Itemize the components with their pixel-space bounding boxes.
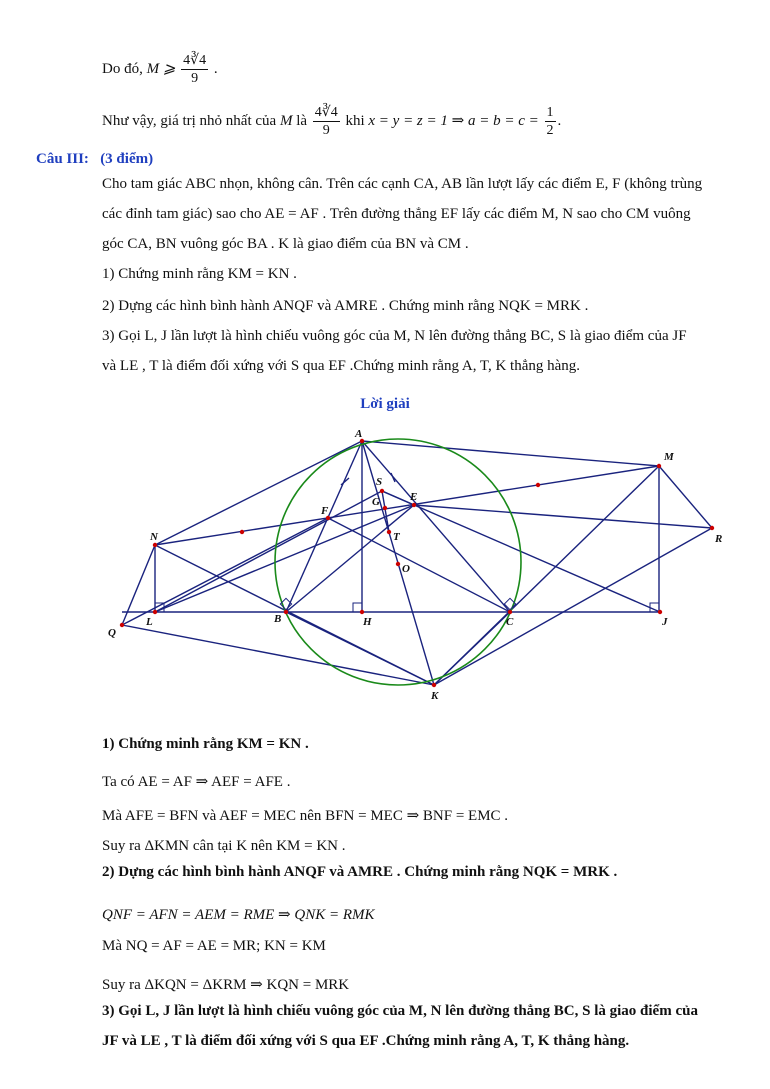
point-L	[153, 610, 157, 614]
label-M: M	[664, 451, 674, 463]
question-part-3a: 3) Gọi L, J lần lượt là hình chiếu vuông góc của M, N lên đường thẳng BC, S là giao điểm của JF	[102, 328, 687, 344]
fraction-denominator: 9	[191, 71, 199, 86]
minimum-var: M	[279, 112, 293, 129]
point-J	[658, 610, 662, 614]
fraction-numerator-b: 4∛4	[314, 105, 338, 120]
solution-part-1-line-3: Suy ra ΔKMN cân tại K nên KM = KN .	[102, 838, 346, 854]
label-H: H	[363, 616, 372, 628]
label-B: B	[274, 613, 282, 625]
point-EM-mid	[536, 483, 540, 487]
label-Q: Q	[108, 627, 116, 639]
segment-BK	[286, 612, 434, 685]
solution-part-3-line-2: JF và LE , T là điểm đối xứng với S qua EF .Chứng minh rằng A, T, K thẳng hàng.	[102, 1033, 630, 1049]
point-O	[396, 562, 400, 566]
fraction-numerator: 4∛4	[183, 53, 207, 68]
minimum-value-line: Như vậy, giá trị nhỏ nhất của M là $\frac{4∛4}{9}$ khi x = y = z = 1 ⇒ a = b = c = $\frac{1}{2}$ .	[102, 105, 562, 138]
question-points: (3 điểm)	[100, 151, 154, 167]
label-C: C	[506, 616, 514, 628]
solution-part-2-line-3: Suy ra ΔKQN = ΔKRM ⇒ KQN = MRK	[102, 977, 350, 993]
label-J: J	[662, 616, 668, 628]
figure-points	[120, 439, 714, 687]
label-T: T	[393, 531, 400, 543]
figure-lines	[122, 441, 712, 685]
question-label: Câu III:	[36, 151, 89, 167]
segment-RK	[434, 528, 712, 685]
solution-part-3-line-1: 3) Gọi L, J lần lượt là hình chiếu vuông góc của M, N lên đường thẳng BC, S là giao điểm của	[102, 1003, 698, 1019]
point-T	[387, 530, 391, 534]
label-S: S	[376, 476, 383, 488]
segment-AB	[286, 441, 362, 612]
segment-SL	[155, 491, 382, 612]
question-paragraph-3: góc CA, BN vuông góc BA . K là giao điểm của BN và CM .	[102, 236, 469, 252]
point-G	[383, 506, 387, 510]
point-S	[380, 489, 384, 493]
point-NF-mid	[240, 530, 244, 534]
point-R	[710, 526, 714, 530]
half-numerator: 1	[546, 105, 554, 120]
solution-part-1-line-2: Mà AFE = BFN và AEF = MEC nên BFN = MEC ⇒ BNF = EMC .	[102, 808, 509, 824]
point-N	[153, 543, 157, 547]
label-R: R	[715, 533, 723, 545]
segment-AM	[362, 441, 659, 466]
segment-LE	[155, 505, 414, 612]
label-O: O	[402, 563, 410, 575]
segment-AC	[362, 441, 510, 612]
point-K	[432, 683, 436, 687]
point-B	[284, 610, 288, 614]
conclusion-prefix: Do đó,	[102, 60, 143, 77]
minimum-khi: khi	[345, 112, 365, 129]
solution-heading: Lời giải	[360, 396, 410, 412]
question-part-3b: và LE , T là điểm đối xứng với S qua EF .Chứng minh rằng A, T, K thẳng hàng.	[102, 358, 581, 374]
segment-RM	[659, 466, 712, 528]
fraction-denominator-b: 9	[322, 123, 330, 138]
label-K: K	[431, 690, 439, 702]
label-A: A	[355, 428, 363, 440]
line-NM	[155, 466, 659, 545]
label-N: N	[150, 531, 158, 543]
point-H	[360, 610, 364, 614]
minimum-la: là	[296, 112, 308, 129]
point-Q	[120, 623, 124, 627]
question-part-2: 2) Dựng các hình bình hành ANQF và AMRE . Chứng minh rằng NQK = MRK .	[102, 298, 589, 314]
conclusion-expr: M ⩾	[146, 60, 176, 77]
segment-QN	[122, 545, 155, 625]
point-M	[657, 464, 661, 468]
question-part-1: 1) Chứng minh rằng KM = KN .	[102, 266, 297, 282]
segment-FC	[328, 518, 510, 612]
half-denominator: 2	[546, 123, 554, 138]
label-E: E	[410, 491, 418, 503]
solution-part-1-title: 1) Chứng minh rằng KM = KN .	[102, 736, 309, 752]
segment-QK	[122, 625, 434, 685]
solution-part-2-line-1: QNF = AFN = AEM = RME ⇒ QNK = RMK	[102, 907, 375, 923]
solution-part-2-line-2: Mà NQ = AF = AE = MR; KN = KM	[102, 938, 326, 954]
minimum-condition: x = y = z = 1 ⇒ a = b = c =	[368, 112, 539, 129]
point-C	[508, 610, 512, 614]
point-E	[412, 503, 416, 507]
label-L: L	[146, 616, 153, 628]
question-paragraph-1: Cho tam giác ABC nhọn, không cân. Trên các cạnh CA, AB lần lượt lấy các điểm E, F (không trùng	[102, 176, 703, 192]
question-paragraph-2: các đỉnh tam giác) sao cho AE = AF . Trên đường thẳng EF lấy các điểm M, N sao cho CM vuông	[102, 206, 691, 222]
solution-part-1-line-1: Ta có AE = AF ⇒ AEF = AFE .	[102, 774, 291, 790]
solution-part-2-title: 2) Dựng các hình bình hành ANQF và AMRE . Chứng minh rằng NQK = MRK .	[102, 864, 618, 880]
label-G: G	[372, 496, 380, 508]
minimum-prefix: Như vậy, giá trị nhỏ nhất của	[102, 112, 277, 129]
conclusion-line: Do đó, M ⩾ $\frac{4∛4}{9}$ .	[102, 53, 218, 86]
label-F: F	[321, 505, 329, 517]
